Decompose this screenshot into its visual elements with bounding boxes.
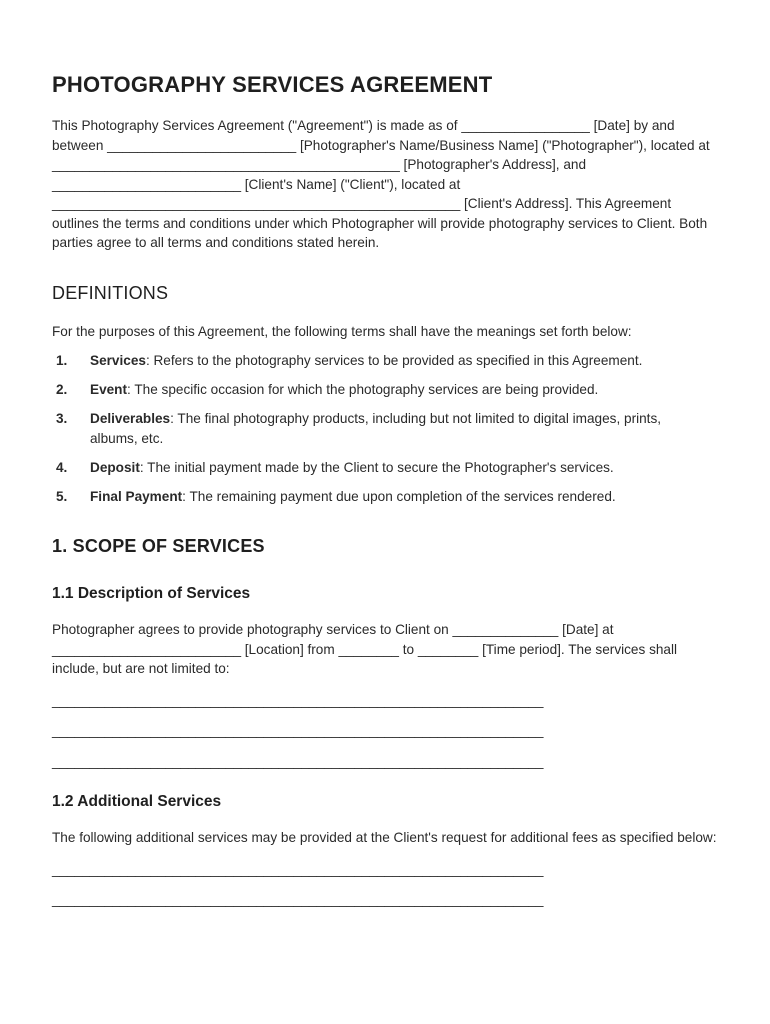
definition-number: 4.	[56, 459, 68, 475]
definition-term: Services	[90, 353, 146, 368]
definition-text: : The final photography products, including but not limited to digital images, prints, albums, etc.	[90, 411, 662, 446]
definition-term: Final Payment	[90, 488, 183, 504]
definition-item	[52, 351, 718, 371]
definition-number: 2.	[56, 382, 68, 397]
additional-services-paragraph: The following additional services may be provided at the Client's request for additional fees as specified below:	[52, 830, 717, 845]
definitions-list	[52, 351, 718, 506]
scope-heading: 1. SCOPE OF SERVICES	[52, 536, 265, 556]
fill-in-line: _________________________________________________________________	[52, 723, 544, 738]
definition-term: Event	[90, 382, 128, 397]
document-title: PHOTOGRAPHY SERVICES AGREEMENT	[52, 72, 493, 97]
definition-term: Deposit	[90, 459, 140, 475]
description-heading: 1.1 Description of Services	[52, 585, 251, 602]
fill-in-line: _________________________________________________________________	[52, 892, 544, 907]
fill-in-line: _________________________________________________________________	[52, 861, 544, 877]
definition-number: 3.	[56, 411, 68, 426]
description-paragraph: Photographer agrees to provide photography services to Client on ______________ [Date] at _________________________ [Location] from ________ to ________ [Time period]. The services shall include, but are not limited to:	[52, 622, 678, 676]
definition-text: : The initial payment made by the Client to secure the Photographer's services.	[139, 459, 614, 475]
intro-paragraph: This Photography Services Agreement ("Agreement") is made as of _________________ [Date] by and between _________________________ [Photographer's Name/Business Name] ("Photographer"), located at ______________________________________________ [Photographer's Address], and _________________________ [Client's Name] ("Client"), located at ______________________________________________________ [Client's Address]. This Agreement outlines the terms and conditions under which Photographer will provide photography services to Client. Both parties agree to all terms and conditions stated herein.	[52, 118, 710, 250]
definitions-intro: For the purposes of this Agreement, the following terms shall have the meanings set forth below:	[52, 323, 632, 339]
definition-item	[52, 487, 718, 507]
definition-text: : The remaining payment due upon completion of the services rendered.	[182, 488, 616, 504]
definition-text: : The specific occasion for which the photography services are being provided.	[127, 382, 599, 397]
definition-term: Deliverables	[90, 411, 171, 426]
definition-item	[52, 380, 718, 400]
definition-text: : Refers to the photography services to be provided as specified in this Agreement.	[145, 353, 643, 368]
fill-in-line: _________________________________________________________________	[52, 692, 544, 708]
definition-number: 5.	[56, 488, 68, 504]
fill-in-line: _________________________________________________________________	[52, 753, 544, 769]
additional-services-heading: 1.2 Additional Services	[52, 793, 222, 810]
definition-item	[52, 458, 718, 478]
definition-number: 1.	[56, 353, 68, 368]
definition-item	[52, 409, 718, 448]
definitions-heading: DEFINITIONS	[52, 282, 169, 303]
